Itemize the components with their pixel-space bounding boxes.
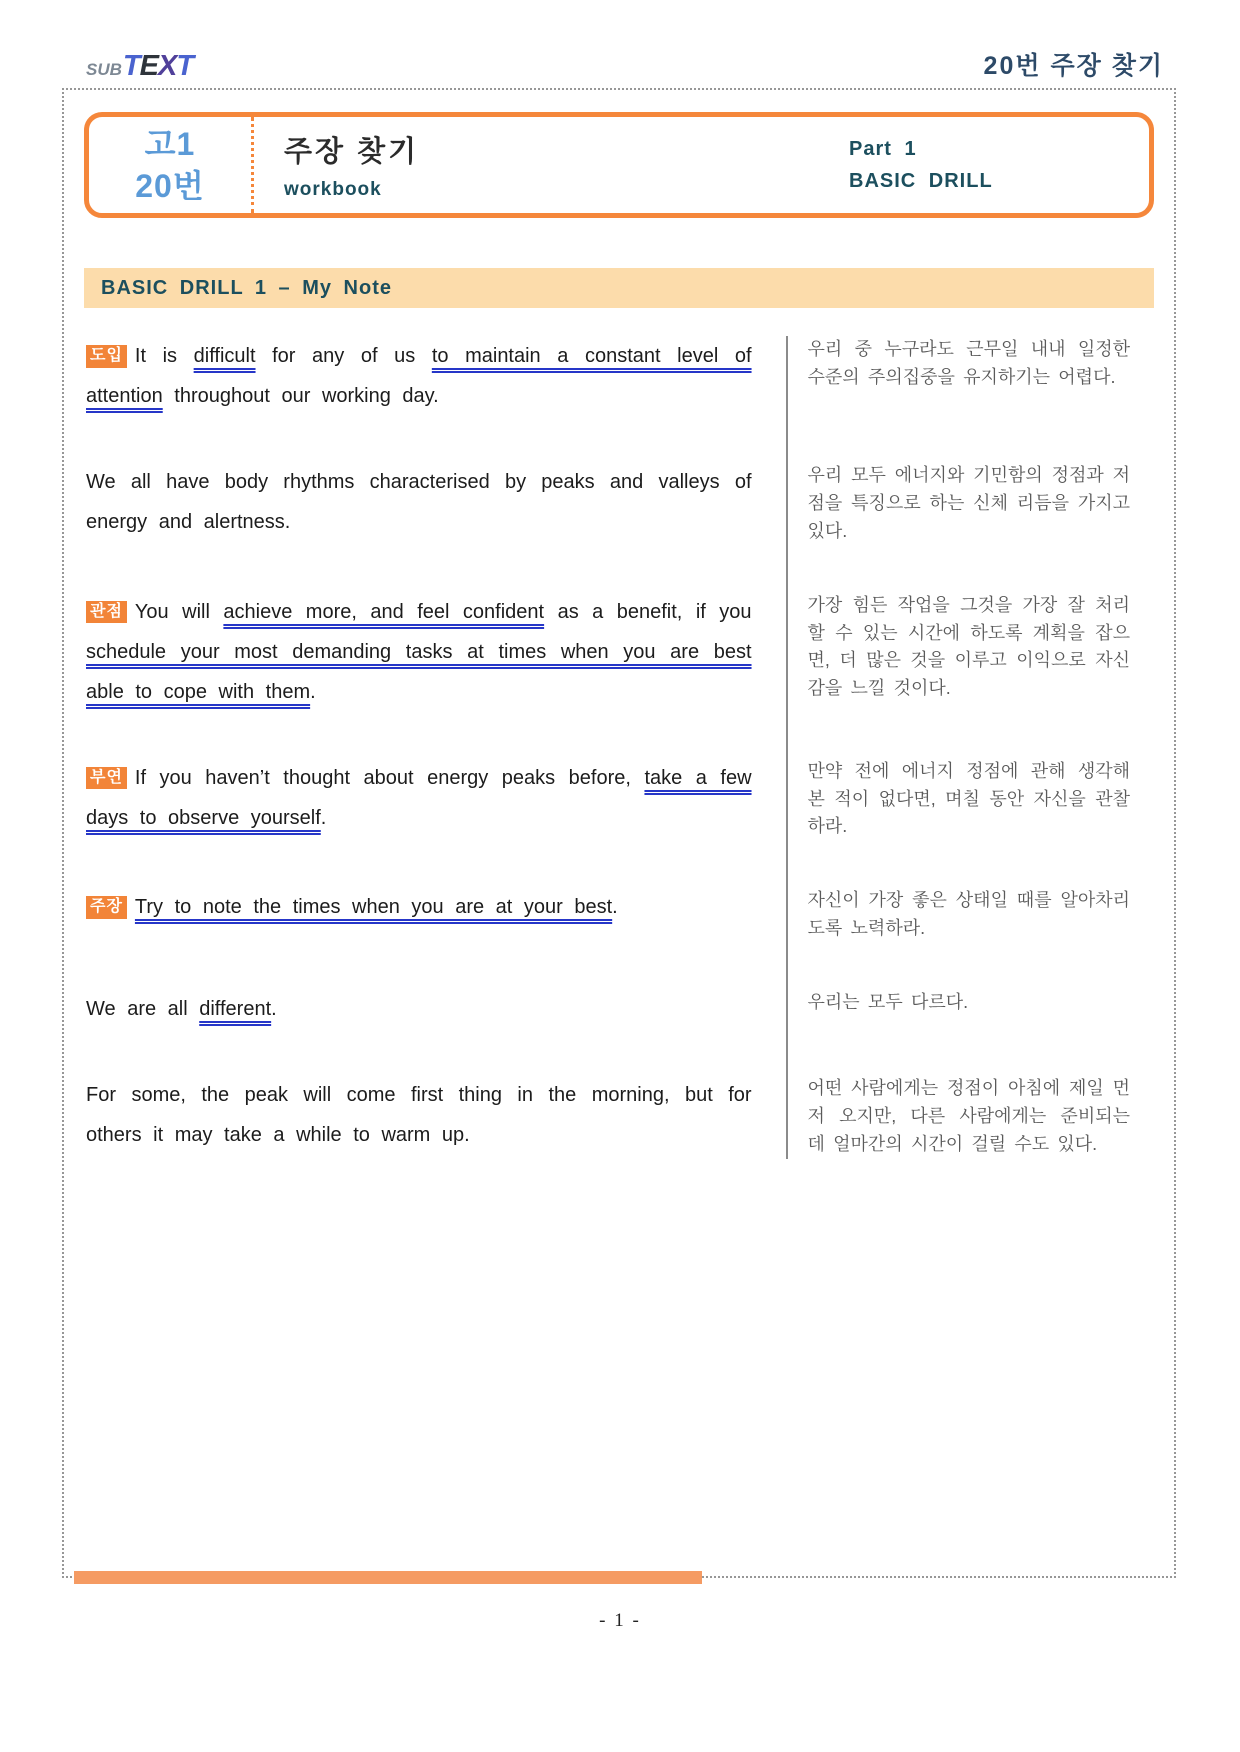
category-tag: 부연 xyxy=(86,767,127,790)
english-sentence xyxy=(86,592,786,758)
korean-translation: 어떤 사람에게는 정점이 아침에 제일 먼저 오지만, 다른 사람에게는 준비되는 데 얼마간의 시간이 걸릴 수도 있다. xyxy=(786,1075,1154,1159)
title-card xyxy=(84,112,1154,218)
text-row xyxy=(86,336,1154,462)
category-tag: 관점 xyxy=(86,601,127,624)
korean-translation: 우리 중 누구라도 근무일 내내 일정한 수준의 주의집중을 유지하기는 어렵다. xyxy=(786,336,1154,462)
english-sentence xyxy=(86,462,786,592)
english-sentence xyxy=(86,989,786,1075)
text-segment: For some, the peak will come first thing in the morning, but for others it may take a while to warm up. xyxy=(86,1084,752,1147)
card-subtitle: workbook xyxy=(284,179,382,200)
text-segment: . xyxy=(320,806,327,829)
logo-letter-t1: T xyxy=(122,50,140,82)
korean-translation: 가장 힘든 작업을 그것을 가장 잘 처리할 수 있는 시간에 하도록 계획을 잡으면, 더 많은 것을 이루고 이익으로 자신감을 느낄 것이다. xyxy=(786,592,1154,758)
question-number: 20번 xyxy=(135,168,205,204)
underlined-phrase: different xyxy=(199,998,272,1021)
logo-letter-x: X xyxy=(157,50,177,82)
text-segment: We all have body rhythms characterised by peaks and valleys of energy and alertness. xyxy=(86,471,752,533)
card-title: 주장 찾기 xyxy=(284,136,420,168)
underlined-phrase: difficult xyxy=(193,345,256,367)
part-label: Part 1 xyxy=(849,137,917,160)
grade-label: 고1 xyxy=(144,125,196,162)
part-cell xyxy=(849,117,1149,213)
content-box xyxy=(62,88,1176,1578)
text-segment: You will xyxy=(134,600,224,623)
text-row xyxy=(86,462,1154,592)
underlined-phrase: achieve more, and feel confident xyxy=(223,600,545,623)
text-segment: throughout our working day. xyxy=(162,385,439,407)
text-row xyxy=(86,887,1154,989)
logo-letter-t2: T xyxy=(176,50,194,82)
text-row xyxy=(86,758,1154,888)
underlined-phrase: to maintain a constant level of attention xyxy=(86,345,752,407)
english-sentence xyxy=(86,887,786,989)
page-header-title: 20번 주장 찾기 xyxy=(983,52,1164,80)
underlined-phrase: Try to note the times when you are at your best xyxy=(134,896,613,919)
page-number: - 1 - xyxy=(599,1610,641,1631)
korean-translation: 우리는 모두 다르다. xyxy=(786,989,1154,1075)
text-row xyxy=(86,1075,1154,1159)
text-segment: If you haven’t thought about energy peaks before, xyxy=(134,766,645,789)
banner-label: BASIC DRILL 1 – My Note xyxy=(101,276,392,299)
drill-label: BASIC DRILL xyxy=(849,169,993,192)
text-segment: It is xyxy=(134,345,194,367)
text-segment: . xyxy=(271,998,277,1021)
category-tag: 주장 xyxy=(86,896,127,919)
text-segment: We are all xyxy=(86,998,200,1021)
text-segment: . xyxy=(310,680,316,703)
korean-translation: 만약 전에 에너지 정점에 관해 생각해 본 적이 없다면, 며칠 동안 자신을 관찰하라. xyxy=(786,758,1154,888)
subtext-logo xyxy=(86,50,193,83)
korean-translation: 우리 모두 에너지와 기민함의 정점과 저점을 특징으로 하는 신체 리듬을 가지고 있다. xyxy=(786,462,1154,592)
text-segment: for any of us xyxy=(255,345,432,367)
sentence-rows xyxy=(86,336,1154,1159)
title-cell xyxy=(254,117,849,213)
korean-translation: 자신이 가장 좋은 상태일 때를 알아차리도록 노력하라. xyxy=(786,887,1154,989)
category-tag: 도입 xyxy=(86,345,127,368)
underlined-phrase: schedule your most demanding tasks at times when you are best able to cope with them xyxy=(86,640,752,703)
text-row xyxy=(86,592,1154,758)
english-sentence xyxy=(86,1075,786,1159)
logo-letter-e: E xyxy=(139,50,158,82)
english-sentence xyxy=(86,336,786,462)
text-row xyxy=(86,989,1154,1075)
english-sentence xyxy=(86,758,786,888)
drill-banner xyxy=(84,268,1154,308)
grade-cell xyxy=(89,117,254,213)
underlined-phrase: take a few days to observe yourself xyxy=(86,766,752,829)
text-segment: as a benefit, if you xyxy=(544,600,752,623)
logo-prefix: SUB xyxy=(86,60,122,79)
text-segment: . xyxy=(612,896,618,919)
footer-accent-bar xyxy=(74,1571,702,1584)
